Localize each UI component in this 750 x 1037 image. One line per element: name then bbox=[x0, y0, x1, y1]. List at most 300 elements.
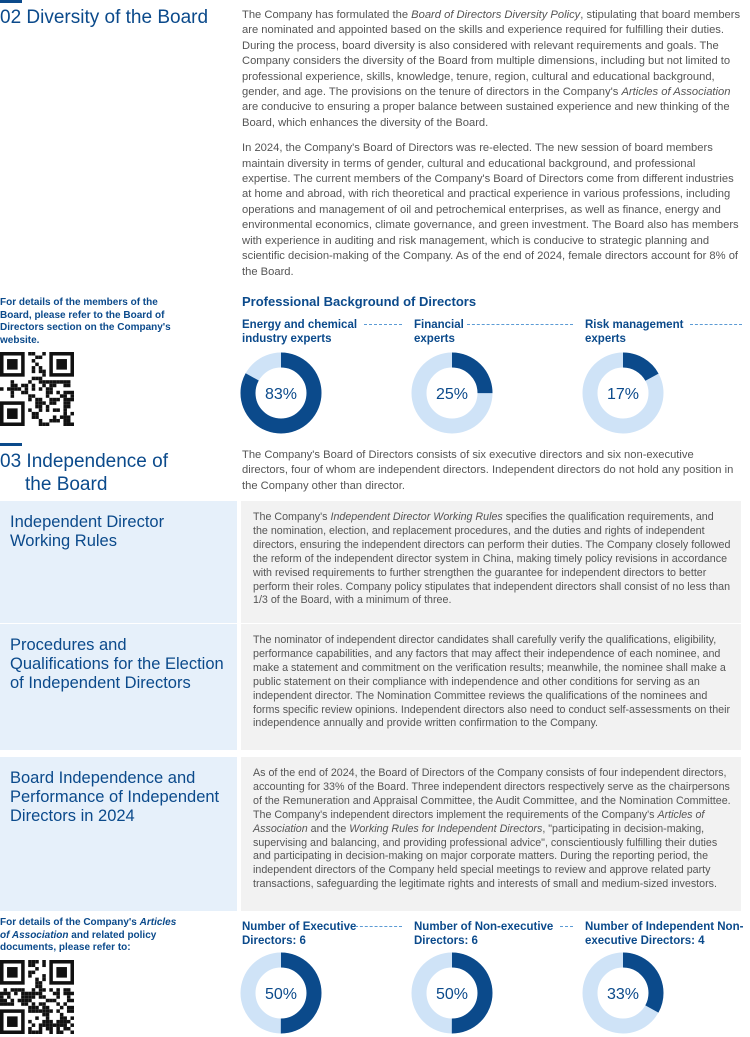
donut-percent-label: 83% bbox=[264, 386, 298, 403]
qr-module bbox=[49, 999, 53, 1003]
qr-module bbox=[28, 1030, 32, 1034]
qr-module bbox=[18, 387, 22, 391]
board-members-note: For details of the members of the Board, please refer to the Board of Directors section on the Company's website. bbox=[0, 297, 171, 346]
articles-note: For details of the Company's Articles of Association and related policy documents, please refer to: bbox=[0, 917, 177, 953]
qr-module bbox=[63, 1002, 67, 1006]
qr-module bbox=[67, 401, 71, 405]
qr-module bbox=[28, 992, 32, 996]
qr-module bbox=[67, 398, 71, 402]
qr-module bbox=[35, 985, 39, 989]
qr-module bbox=[53, 380, 57, 384]
qr-module bbox=[21, 992, 25, 996]
qr-module bbox=[25, 1002, 29, 1006]
qr-module bbox=[53, 384, 57, 388]
qr-module bbox=[4, 999, 8, 1003]
qr-module bbox=[39, 387, 43, 391]
qr-module bbox=[70, 992, 74, 996]
qr-module bbox=[46, 394, 50, 398]
qr-module bbox=[63, 988, 67, 992]
qr-module bbox=[14, 988, 18, 992]
dash-line bbox=[467, 324, 573, 325]
qr-module bbox=[60, 1023, 64, 1027]
qr-module bbox=[35, 1016, 39, 1020]
qr-module bbox=[25, 995, 29, 999]
qr-module bbox=[49, 398, 53, 402]
section-accent-bar bbox=[0, 443, 22, 446]
qr-module bbox=[4, 988, 8, 992]
qr-module bbox=[63, 1027, 67, 1031]
qr-module bbox=[67, 419, 71, 423]
qr-module bbox=[56, 1023, 60, 1027]
qr-module bbox=[21, 384, 25, 388]
qr-module bbox=[42, 352, 46, 356]
qr-module bbox=[56, 1020, 60, 1024]
qr-module bbox=[56, 380, 60, 384]
section-title-diversity: 02 Diversity of the Board bbox=[0, 7, 209, 28]
qr-module bbox=[56, 1027, 60, 1031]
stat-label-independent: Number of Independent Non-executive Directors: 4 bbox=[585, 921, 744, 947]
qr-module bbox=[32, 366, 36, 370]
qr-module bbox=[46, 1020, 50, 1024]
qr-module bbox=[32, 412, 36, 416]
qr-module bbox=[28, 960, 32, 964]
qr-module bbox=[56, 995, 60, 999]
qr-module bbox=[28, 1027, 32, 1031]
qr-module bbox=[56, 408, 60, 412]
qr-module bbox=[42, 960, 46, 964]
qr-module bbox=[35, 1006, 39, 1010]
qr-module bbox=[0, 995, 4, 999]
donut-percent-label: 50% bbox=[264, 986, 298, 1003]
qr-module bbox=[39, 356, 43, 360]
qr-module bbox=[11, 394, 15, 398]
qr-module bbox=[49, 384, 53, 388]
qr-module bbox=[42, 370, 46, 374]
qr-module bbox=[49, 1030, 53, 1034]
section-accent-bar bbox=[0, 0, 22, 3]
qr-module bbox=[21, 391, 25, 395]
qr-module bbox=[67, 992, 71, 996]
qr-module bbox=[32, 971, 36, 975]
qr-module bbox=[39, 408, 43, 412]
qr-module bbox=[35, 960, 39, 964]
qr-module bbox=[67, 999, 71, 1003]
qr-module bbox=[25, 992, 29, 996]
qr-module bbox=[32, 359, 36, 363]
qr-module bbox=[35, 412, 39, 416]
qr-module bbox=[32, 394, 36, 398]
qr-module bbox=[28, 971, 32, 975]
qr-module bbox=[53, 419, 57, 423]
qr-module bbox=[35, 981, 39, 985]
qr-module bbox=[11, 384, 15, 388]
qr-module bbox=[42, 995, 46, 999]
qr-module bbox=[39, 377, 43, 381]
qr-module bbox=[49, 391, 53, 395]
qr-finder-core bbox=[7, 359, 18, 370]
qr-module bbox=[46, 405, 50, 409]
qr-module bbox=[70, 1006, 74, 1010]
qr-module bbox=[0, 992, 4, 996]
qr-module bbox=[56, 992, 60, 996]
qr-module bbox=[7, 992, 11, 996]
qr-module bbox=[32, 1023, 36, 1027]
qr-module bbox=[42, 384, 46, 388]
qr-module bbox=[39, 1009, 43, 1013]
qr-module bbox=[18, 999, 22, 1003]
qr-module bbox=[28, 974, 32, 978]
qr-module bbox=[35, 415, 39, 419]
qr-module bbox=[4, 1002, 8, 1006]
box-body-text: The nominator of independent director candidates shall carefully verify the qualifications, eligibility, performance capabilities, and any factors that may affect their independence of each nominee, and make a statement and commitment on the verification results; meanwhile, the nominee shall make a public statement on their compliance with independence and other conditions for serving as an independent director. The Nomination Committee reviews the qualifications of the nominees and forms specific review opinions. Independent directors also need to conduct self-assessments on their independence annually and provide written confirmation to the Company. bbox=[253, 634, 731, 730]
qr-module bbox=[39, 995, 43, 999]
donut-percent-label: 33% bbox=[606, 986, 640, 1003]
qr-module bbox=[28, 964, 32, 968]
qr-module bbox=[21, 988, 25, 992]
qr-module bbox=[35, 1009, 39, 1013]
qr-module bbox=[63, 391, 67, 395]
qr-module bbox=[49, 387, 53, 391]
qr-module bbox=[42, 380, 46, 384]
qr-module bbox=[25, 999, 29, 1003]
qr-module bbox=[67, 422, 71, 426]
qr-module bbox=[63, 1016, 67, 1020]
qr-module bbox=[60, 1013, 64, 1017]
qr-module bbox=[32, 1006, 36, 1010]
qr-module bbox=[11, 391, 15, 395]
qr-module bbox=[7, 1002, 11, 1006]
qr-module bbox=[11, 999, 15, 1003]
qr-module bbox=[39, 992, 43, 996]
qr-module bbox=[60, 394, 64, 398]
qr-module bbox=[39, 1002, 43, 1006]
qr-module bbox=[39, 366, 43, 370]
qr-module bbox=[49, 1027, 53, 1031]
qr-module bbox=[21, 995, 25, 999]
qr-module bbox=[46, 1009, 50, 1013]
qr-module bbox=[42, 373, 46, 377]
qr-module bbox=[42, 422, 46, 426]
qr-module bbox=[60, 415, 64, 419]
qr-module bbox=[11, 1002, 15, 1006]
section-title-line-2: the Board bbox=[25, 474, 108, 495]
qr-code-board-members[interactable] bbox=[0, 352, 74, 426]
box-title-election bbox=[0, 624, 237, 750]
stat-label-non-executive: Number of Non-executive Directors: 6 bbox=[414, 921, 554, 947]
diversity-paragraph-2: In 2024, the Company's Board of Directors was re-elected. The new session of board members maintain diversity in terms of gender, cultural and educational background, and professional expertise. The current members of the Company's Board of Directors come from different industries at home and abroad, with rich theoretical and practical experience in various professions, including operations and management of oil and petrochemical enterprises, as well as finance, energy and environmental economics, climate governance, and green investment. The Board also has members with experience in auditing and risk management, which is conducive to strategic planning and scientific decision-making of the Company. As of the end of 2024, female directors account for 8% of the Board. bbox=[242, 142, 739, 278]
qr-module bbox=[67, 384, 71, 388]
qr-module bbox=[67, 1006, 71, 1010]
qr-module bbox=[39, 1030, 43, 1034]
qr-module bbox=[46, 1006, 50, 1010]
qr-module bbox=[63, 412, 67, 416]
qr-module bbox=[67, 1009, 71, 1013]
qr-module bbox=[32, 352, 36, 356]
qr-module bbox=[25, 387, 29, 391]
donut-financial-experts bbox=[411, 352, 493, 434]
stat-label-financial: Financial experts bbox=[414, 319, 464, 345]
qr-module bbox=[49, 1023, 53, 1027]
qr-module bbox=[46, 380, 50, 384]
box-title-working-rules bbox=[0, 501, 237, 623]
qr-module bbox=[28, 380, 32, 384]
qr-module bbox=[11, 380, 15, 384]
qr-module bbox=[53, 401, 57, 405]
qr-module bbox=[56, 988, 60, 992]
qr-module bbox=[39, 405, 43, 409]
qr-module bbox=[28, 398, 32, 402]
qr-module bbox=[42, 978, 46, 982]
qr-module bbox=[39, 422, 43, 426]
independence-intro: The Company's Board of Directors consists of six executive directors and six non-executive directors, four of whom are independent directors. Independent directors do not hold any position in the Company other than director. bbox=[242, 449, 734, 492]
qr-module bbox=[46, 422, 50, 426]
qr-module bbox=[56, 1002, 60, 1006]
qr-finder-core bbox=[56, 359, 67, 370]
qr-module bbox=[28, 1006, 32, 1010]
qr-module bbox=[35, 978, 39, 982]
qr-module bbox=[63, 419, 67, 423]
qr-finder-core bbox=[56, 967, 67, 978]
qr-module bbox=[63, 394, 67, 398]
dash-line bbox=[355, 926, 402, 927]
qr-module bbox=[0, 999, 4, 1003]
qr-module bbox=[63, 1023, 67, 1027]
box-text-working-rules bbox=[241, 501, 741, 623]
qr-module bbox=[60, 1006, 64, 1010]
diversity-body bbox=[242, 8, 742, 290]
dash-line bbox=[364, 324, 402, 325]
qr-module bbox=[42, 964, 46, 968]
qr-module bbox=[32, 988, 36, 992]
qr-module bbox=[42, 1009, 46, 1013]
qr-module bbox=[49, 419, 53, 423]
box-text-election bbox=[241, 624, 741, 750]
qr-module bbox=[70, 1023, 74, 1027]
section-title-line-1: 03 Independence of bbox=[0, 451, 168, 472]
qr-module bbox=[32, 415, 36, 419]
qr-module bbox=[67, 415, 71, 419]
qr-module bbox=[32, 1009, 36, 1013]
qr-module bbox=[70, 422, 74, 426]
qr-module bbox=[49, 1009, 53, 1013]
qr-module bbox=[35, 967, 39, 971]
qr-module bbox=[67, 405, 71, 409]
qr-module bbox=[32, 384, 36, 388]
qr-module bbox=[49, 988, 53, 992]
qr-module bbox=[28, 394, 32, 398]
donut-energy-experts bbox=[240, 352, 322, 434]
qr-module bbox=[60, 380, 64, 384]
qr-module bbox=[56, 1009, 60, 1013]
qr-module bbox=[25, 391, 29, 395]
qr-module bbox=[46, 1016, 50, 1020]
qr-module bbox=[14, 992, 18, 996]
qr-module bbox=[70, 999, 74, 1003]
qr-module bbox=[70, 394, 74, 398]
qr-module bbox=[35, 401, 39, 405]
donut-percent-label: 50% bbox=[435, 986, 469, 1003]
qr-module bbox=[14, 387, 18, 391]
qr-module bbox=[53, 398, 57, 402]
qr-finder-core bbox=[7, 967, 18, 978]
qr-module bbox=[28, 995, 32, 999]
qr-module bbox=[53, 1023, 57, 1027]
qr-module bbox=[63, 380, 67, 384]
qr-module bbox=[32, 964, 36, 968]
qr-module bbox=[4, 992, 8, 996]
qr-module bbox=[21, 1002, 25, 1006]
qr-module bbox=[60, 1020, 64, 1024]
qr-module bbox=[39, 981, 43, 985]
box-title-text: Procedures and Qualifications for the Election of Independent Directors bbox=[10, 636, 224, 692]
qr-module bbox=[46, 999, 50, 1003]
qr-module bbox=[32, 370, 36, 374]
qr-module bbox=[39, 401, 43, 405]
qr-module bbox=[28, 352, 32, 356]
qr-module bbox=[63, 401, 67, 405]
qr-module bbox=[21, 999, 25, 1003]
qr-module bbox=[70, 391, 74, 395]
qr-module bbox=[56, 1030, 60, 1034]
box-title-text: Board Independence and Performance of Independent Directors in 2024 bbox=[10, 769, 220, 825]
qr-module bbox=[63, 405, 67, 409]
qr-module bbox=[28, 1020, 32, 1024]
box-text-performance bbox=[241, 757, 741, 911]
box-body-text: As of the end of 2024, the Board of Directors of the Company consists of four independent directors, accounting for 33% of the Board. Three independent directors respectively serve as the chairpersons of the Remuneration and Appraisal Committee, the Audit Committee, and the Nomination Committee. The Company's independent directors implement the requirements of the Company's Articles of Association and the Working Rules for Independent Directors, "participating in decision-making, supervising and balancing, and providing professional advice", conscientiously fulfilling their duties and participating in decision-making on major corporate matters. During the reporting period, the independent directors of the Company held special meetings to review and approve related party transactions, safeguarding the legitimate rights and interests of small and medium-sized investors. bbox=[253, 767, 731, 891]
qr-module bbox=[11, 387, 15, 391]
qr-module bbox=[28, 1009, 32, 1013]
qr-module bbox=[46, 1027, 50, 1031]
qr-module bbox=[67, 995, 71, 999]
qr-module bbox=[32, 992, 36, 996]
qr-module bbox=[53, 992, 57, 996]
donut-percent-label: 17% bbox=[606, 386, 640, 403]
box-title-performance bbox=[0, 757, 237, 911]
dash-line bbox=[690, 324, 742, 325]
qr-module bbox=[39, 370, 43, 374]
qr-module bbox=[49, 1020, 53, 1024]
qr-module bbox=[63, 408, 67, 412]
qr-module bbox=[39, 985, 43, 989]
qr-module bbox=[7, 995, 11, 999]
qr-module bbox=[46, 387, 50, 391]
qr-module bbox=[56, 419, 60, 423]
qr-module bbox=[28, 999, 32, 1003]
qr-module bbox=[70, 1030, 74, 1034]
qr-module bbox=[70, 1009, 74, 1013]
qr-module bbox=[28, 408, 32, 412]
donut-executive bbox=[240, 952, 322, 1034]
qr-module bbox=[18, 988, 22, 992]
qr-module bbox=[67, 988, 71, 992]
donut-percent-label: 25% bbox=[435, 386, 469, 403]
dash-line bbox=[560, 926, 573, 927]
qr-module bbox=[67, 1020, 71, 1024]
qr-module bbox=[46, 408, 50, 412]
qr-module bbox=[35, 356, 39, 360]
qr-module bbox=[67, 380, 71, 384]
professional-background-heading: Professional Background of Directors bbox=[242, 294, 477, 309]
qr-module bbox=[63, 1020, 67, 1024]
qr-module bbox=[14, 384, 18, 388]
donut-independent bbox=[582, 952, 664, 1034]
qr-module bbox=[32, 1002, 36, 1006]
qr-module bbox=[42, 1002, 46, 1006]
qr-module bbox=[32, 377, 36, 381]
stat-label-energy: Energy and chemical industry experts bbox=[242, 319, 358, 345]
box-body-text: The Company's Independent Director Working Rules specifies the qualification requirements, and the nomination, election, and replacement procedures, and the duties and rights of independent directors, ensuring the independent directors can perform their duties. The Company closely followed the reform of the independent director system in China, making timely policy revisions in accordance with revised requirements to further strengthen the guarantee for independent directors to better perform their roles. Company policy stipulates that independent directors shall consist of no less than 1/3 of the Board, with a minimum of three. bbox=[253, 511, 731, 607]
donut-risk-experts bbox=[582, 352, 664, 434]
qr-module bbox=[35, 405, 39, 409]
qr-module bbox=[39, 398, 43, 402]
qr-finder-core bbox=[7, 408, 18, 419]
qr-module bbox=[63, 384, 67, 388]
qr-module bbox=[42, 974, 46, 978]
qr-module bbox=[46, 1023, 50, 1027]
qr-module bbox=[25, 384, 29, 388]
section-title-independence bbox=[0, 450, 230, 496]
qr-module bbox=[35, 398, 39, 402]
qr-module bbox=[56, 398, 60, 402]
qr-module bbox=[63, 992, 67, 996]
qr-module bbox=[35, 1030, 39, 1034]
qr-module bbox=[56, 391, 60, 395]
qr-module bbox=[49, 401, 53, 405]
qr-module bbox=[42, 1020, 46, 1024]
qr-code-articles[interactable] bbox=[0, 960, 74, 1034]
qr-module bbox=[39, 1027, 43, 1031]
stat-label-executive: Number of Executive Directors: 6 bbox=[242, 921, 357, 947]
qr-module bbox=[67, 1027, 71, 1031]
qr-module bbox=[53, 415, 57, 419]
qr-module bbox=[63, 398, 67, 402]
qr-module bbox=[42, 988, 46, 992]
qr-module bbox=[53, 999, 57, 1003]
donut-non-executive bbox=[411, 952, 493, 1034]
qr-module bbox=[70, 1016, 74, 1020]
diversity-paragraph-1: The Company has formulated the Board of Directors Diversity Policy, stipulating that board members are nominated and appointed based on the skills and experience required for fulfilling their duties. During the process, board diversity is also considered with relevant requirements and goals. The Company considers the diversity of the Board from multiple dimensions, including but not limited to professional experience, skills, knowledge, tenure, region, cultural and educational background, gender, and age. The provisions on the tenure of directors in the Company's Articles of Association are conducive to ensuring a proper balance between sustained experience and new thinking of the Board, which enhances the diversity of the Board. bbox=[242, 9, 741, 129]
qr-module bbox=[32, 960, 36, 964]
qr-module bbox=[35, 377, 39, 381]
qr-module bbox=[32, 995, 36, 999]
qr-module bbox=[35, 992, 39, 996]
qr-module bbox=[7, 387, 11, 391]
qr-module bbox=[63, 422, 67, 426]
qr-module bbox=[70, 412, 74, 416]
qr-module bbox=[70, 398, 74, 402]
qr-module bbox=[46, 1013, 50, 1017]
qr-module bbox=[39, 419, 43, 423]
qr-module bbox=[42, 1013, 46, 1017]
qr-module bbox=[42, 1023, 46, 1027]
qr-module bbox=[39, 1023, 43, 1027]
qr-module bbox=[0, 1002, 4, 1006]
qr-module bbox=[32, 1030, 36, 1034]
qr-module bbox=[0, 387, 4, 391]
qr-module bbox=[67, 391, 71, 395]
qr-module bbox=[60, 1030, 64, 1034]
qr-module bbox=[32, 387, 36, 391]
qr-module bbox=[11, 988, 15, 992]
qr-module bbox=[42, 1006, 46, 1010]
qr-module bbox=[46, 391, 50, 395]
qr-module bbox=[39, 988, 43, 992]
qr-module bbox=[35, 363, 39, 367]
qr-module bbox=[53, 408, 57, 412]
qr-module bbox=[63, 415, 67, 419]
stat-label-risk: Risk management experts bbox=[585, 319, 684, 345]
qr-module bbox=[49, 380, 53, 384]
